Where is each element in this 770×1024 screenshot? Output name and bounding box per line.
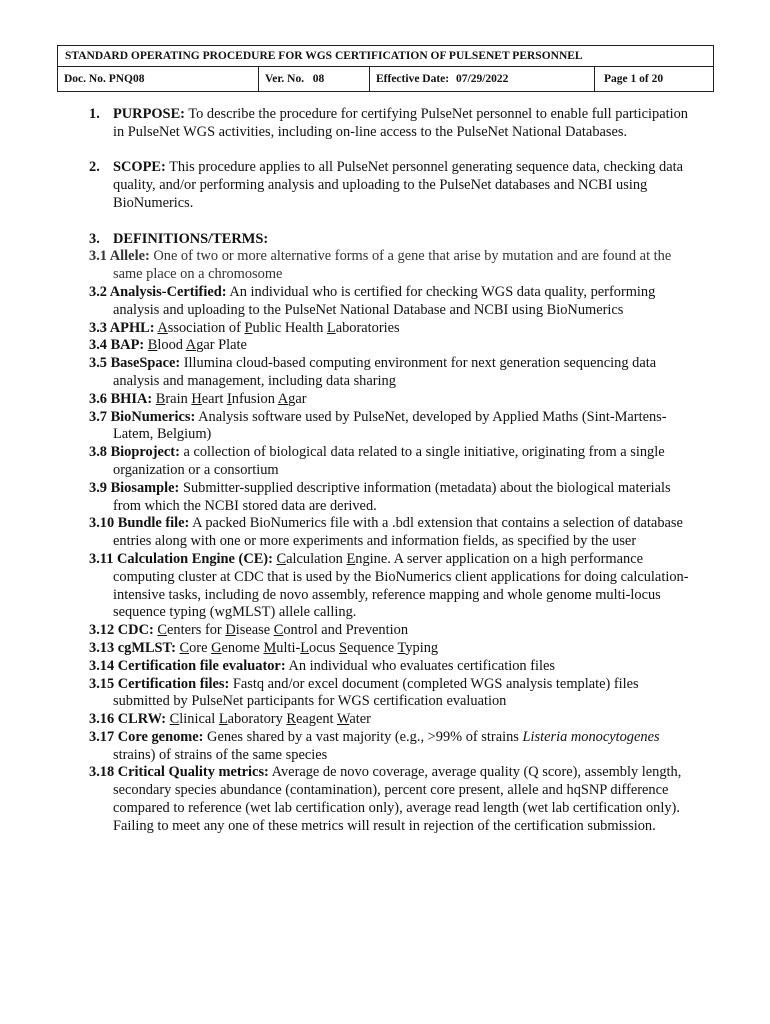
acronym-letter: P [244, 319, 253, 336]
definition-text: ublic Health [252, 319, 327, 336]
acronym-letter: B [147, 337, 158, 354]
version-number: Ver. No. 08 [259, 67, 370, 91]
definition-text: An individual who is certified for checking WGS data quality, performing analysis and uploading to the PulseNet National Database and NCBI using BioNumerics [113, 283, 656, 318]
acronym-letter: T [397, 639, 406, 656]
definitions-list [89, 248, 689, 835]
definition-item [89, 409, 689, 445]
acronym-letter: I [226, 390, 232, 407]
definition-text: ocus [309, 639, 340, 656]
definition-term: 3.3 APHL: [89, 319, 155, 336]
definition-text: strains) of strains of the same species [113, 746, 328, 763]
definition-item [89, 676, 689, 712]
definition-text: Genes shared by a vast majority (e.g., >99% of strains [207, 728, 523, 745]
definition-term: 3.18 Critical Quality metrics: [89, 764, 269, 781]
definition-item [89, 444, 689, 480]
definition-term: 3.4 BAP: [89, 337, 145, 354]
species-name: Listeria monocytogenes [522, 728, 660, 745]
acronym-letter: L [300, 639, 310, 656]
definition-term: 3.8 Bioproject: [89, 444, 180, 461]
definition-text: Fastq and/or excel document (completed WGS analysis template) files submitted by PulseNet participants for WGS certification evaluation [113, 675, 639, 710]
definition-term: 3.16 CLRW: [89, 711, 167, 728]
definition-term: 3.11 Calculation Engine (CE): [89, 550, 273, 567]
definition-item [89, 551, 689, 622]
definition-item [89, 284, 689, 320]
section-text: To describe the procedure for certifying PulseNet personnel to enable full participation in PulseNet WGS activities, including on-line access to the PulseNet National Databases. [113, 106, 688, 140]
acronym-letter: C [273, 622, 284, 639]
acronym-letter: C [169, 711, 180, 728]
acronym-letter: G [211, 639, 222, 656]
definition-text: aboratories [335, 319, 400, 336]
definition-item [89, 480, 689, 516]
definition-term: 3.13 cgMLST: [89, 639, 176, 656]
effective-date-cell [370, 67, 595, 91]
definition-term: 3.15 Certification files: [89, 675, 230, 692]
acronym-letter: E [346, 550, 356, 567]
definition-term: 3.7 BioNumerics: [89, 408, 196, 425]
definition-item [89, 248, 689, 284]
section-number: 3. [89, 230, 100, 247]
acronym-letter: D [225, 622, 236, 639]
definition-item [89, 764, 689, 835]
definition-text: lood [157, 337, 186, 354]
acronym-letter: R [286, 711, 296, 728]
definition-text: yping [405, 639, 439, 656]
sop-title: STANDARD OPERATING PROCEDURE FOR WGS CERTIFICATION OF PULSENET PERSONNEL [58, 46, 713, 67]
definition-item [89, 711, 689, 729]
definition-term: 3.5 BaseSpace: [89, 355, 181, 372]
doc-number: Doc. No. PNQ08 [58, 67, 259, 91]
acronym-letter: C [157, 622, 167, 639]
section-definitions-heading [89, 231, 689, 249]
section-number: 1. [89, 106, 100, 122]
definition-text: eart [201, 390, 227, 407]
section-label: DEFINITIONS/TERMS: [113, 230, 269, 247]
section-number: 2. [89, 159, 100, 176]
definition-item [89, 355, 689, 391]
definition-item [89, 391, 689, 409]
definition-text: nfusion [231, 390, 278, 407]
definition-term: 3.2 Analysis-Certified: [89, 283, 227, 300]
section-scope [89, 159, 689, 212]
acronym-letter: A [185, 337, 197, 354]
effective-date-label: Effective Date: [376, 73, 450, 85]
sop-header-table [57, 45, 714, 92]
definition-item [89, 640, 689, 658]
acronym-letter: A [157, 319, 168, 336]
section-label: PURPOSE: [113, 106, 185, 122]
definition-text: Submitter-supplied descriptive information (metadata) about the biological materials from which the NCBI stored data are derived. [113, 479, 671, 514]
definition-text: An individual who evaluates certification files [288, 657, 555, 674]
acronym-letter: H [191, 390, 202, 407]
definition-text: ontrol and Prevention [283, 622, 409, 639]
definition-text: enters for [166, 622, 226, 639]
definition-item [89, 337, 689, 355]
effective-date-value: 07/29/2022 [456, 73, 509, 85]
definition-text: rain [165, 390, 192, 407]
definition-text: Illumina cloud-based computing environment for next generation sequencing data analysis and management, including data sharing [113, 355, 657, 389]
definition-text: Analysis software used by PulseNet, developed by Applied Maths (Sint-Martens-Latem, Belgium) [113, 408, 667, 443]
definition-item [89, 515, 689, 551]
definition-item [89, 729, 689, 765]
acronym-letter: L [326, 319, 336, 336]
section-purpose [89, 106, 689, 142]
definition-text: aboratory [227, 711, 287, 728]
definition-text: One of two or more alternative forms of a gene that arise by mutation and are found at the same place on a chromosome [113, 248, 672, 283]
definition-text: a collection of biological data related to a single initiative, originating from a single organization or a consortium [113, 444, 665, 478]
acronym-letter: L [218, 711, 228, 728]
definition-text: ater [349, 711, 371, 728]
definition-term: 3.6 BHIA: [89, 390, 153, 407]
definition-item [89, 622, 689, 640]
definition-text: isease [235, 622, 274, 639]
definition-text: ore [189, 639, 212, 656]
definition-text: enome [221, 639, 264, 656]
acronym-letter: S [339, 639, 348, 656]
definition-text: A packed BioNumerics file with a .bdl extension that contains a selection of database entries along with one or more experiments and information fields, as specified by the user [113, 515, 683, 550]
definition-term: 3.12 CDC: [89, 622, 154, 639]
definition-text: gar Plate [196, 337, 247, 354]
section-label: SCOPE: [113, 159, 166, 176]
definition-text: gar [288, 390, 307, 407]
definition-term: 3.10 Bundle file: [89, 515, 190, 532]
definition-text: ulti- [276, 639, 301, 656]
definition-term: 3.1 Allele: [89, 248, 150, 265]
definition-text: alculation [286, 550, 347, 567]
document-body [89, 106, 689, 836]
page-number: Page 1 of 20 [604, 73, 664, 85]
definition-text: linical [179, 711, 219, 728]
acronym-letter: B [155, 390, 166, 407]
acronym-letter: C [276, 550, 287, 567]
acronym-letter: C [179, 639, 190, 656]
definition-term: 3.14 Certification file evaluator: [89, 657, 286, 674]
definition-term: 3.17 Core genome: [89, 728, 204, 745]
definition-item [89, 320, 689, 338]
definition-text: ssociation of [167, 319, 245, 336]
definition-item [89, 658, 689, 676]
header-info-row [58, 67, 713, 91]
definition-text: Average de novo coverage, average quality (Q score), assembly length, secondary species abundance (contamination), percent core present, allele and hqSNP difference compared to reference (wet lab certification only), average read length (wet lab certification only). Failing to meet any one of these metrics will result in rejection of the certification submission. [113, 764, 682, 834]
section-text: This procedure applies to all PulseNet personnel generating sequence data, checking data quality, and/or performing analysis and uploading to the PulseNet databases and NCBI using BioNumerics. [113, 159, 683, 211]
definition-term: 3.9 Biosample: [89, 479, 180, 496]
acronym-letter: M [263, 639, 277, 656]
definition-text: ngine. A server application on a high performance computing cluster at CDC that is used by the BioNumerics client applications for doing calculation-intensive tasks, including de novo assembly, reference mapping and whole genome multi-locus sequence typing (wgMLST) allele calling. [113, 550, 689, 621]
definition-text: equence [347, 639, 398, 656]
acronym-letter: W [336, 711, 350, 728]
definition-text: eagent [295, 711, 337, 728]
acronym-letter: A [277, 390, 289, 407]
